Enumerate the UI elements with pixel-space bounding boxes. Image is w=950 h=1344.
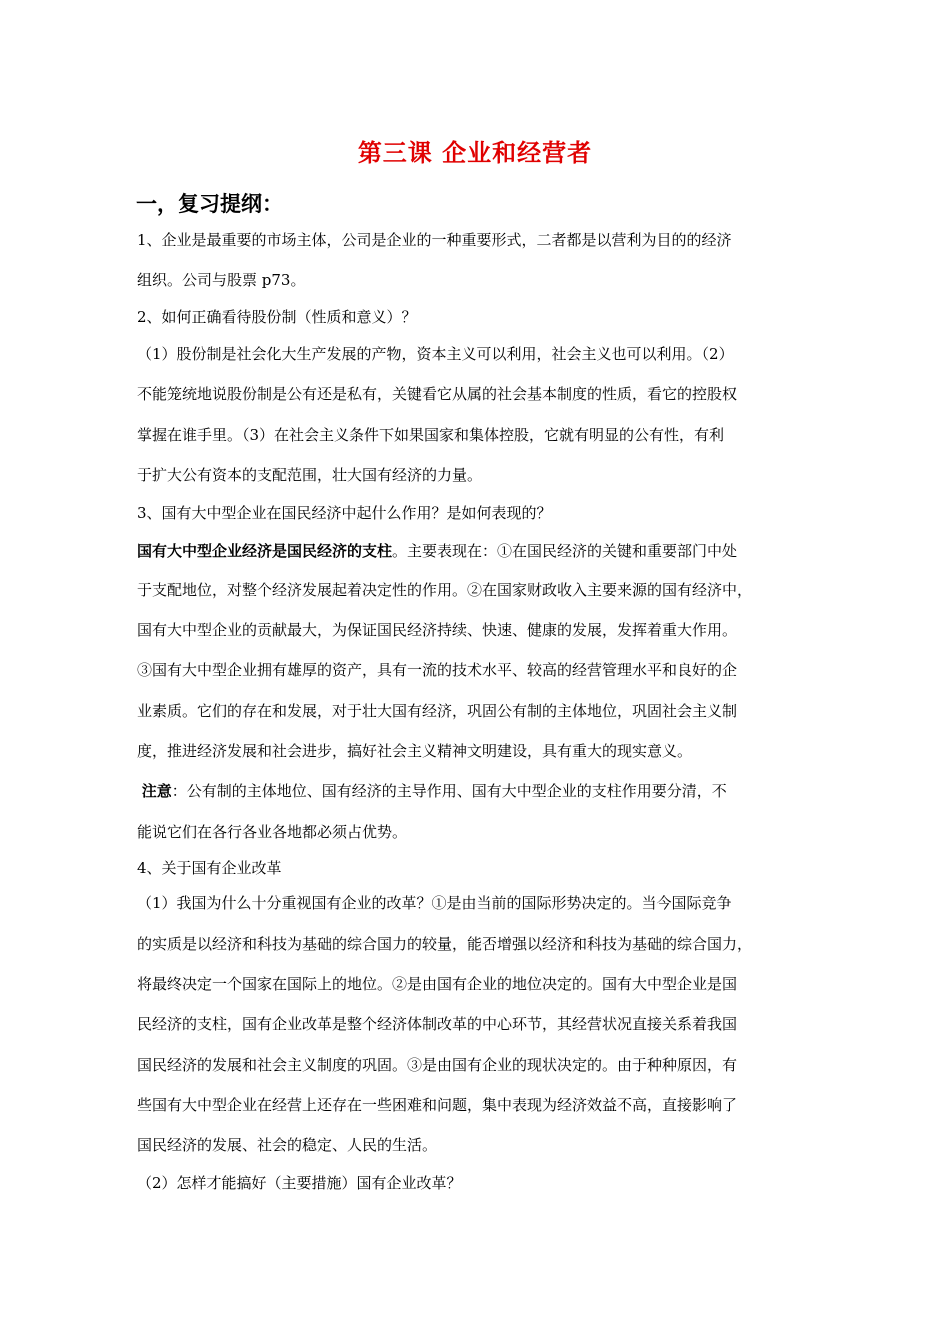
text-line (137, 580, 752, 600)
line-text: 将最终决定一个国家在国际上的地位。②是由国有企业的地位决定的。国有大中型企业是国 (137, 975, 738, 993)
text-line (137, 822, 407, 842)
text-line (137, 465, 482, 485)
text-line (137, 620, 737, 640)
text-line (137, 503, 552, 523)
line-text: ：公有制的主体地位、国有经济的主导作用、国有大中型企业的支柱作用要分清，不 (171, 782, 727, 800)
line-text: ③国有大中型企业拥有雄厚的资产，具有一流的技术水平、较高的经营管理水平和良好的企 (137, 661, 738, 679)
line-text: 4、关于国有企业改革 (137, 859, 282, 877)
text-line (137, 701, 737, 721)
line-text: 些国有大中型企业在经营上还存在一些困难和问题，集中表现为经济效益不高，直接影响了 (137, 1096, 738, 1114)
line-text: 度，推进经济发展和社会进步，搞好社会主义精神文明建设，具有重大的现实意义。 (137, 742, 693, 760)
line-text: 民经济的支柱，国有企业改革是整个经济体制改革的中心环节，其经营状况直接关系着我国 (137, 1015, 738, 1033)
line-text: 能说它们在各行各业各地都必须占优势。 (137, 823, 408, 841)
line-text: （1）我国为什么十分重视国有企业的改革？①是由当前的国际形势决定的。当今国际竞争 (137, 894, 732, 912)
line-text: 于扩大公有资本的支配范围，壮大国有经济的力量。 (137, 466, 483, 484)
line-text: 国民经济的发展、社会的稳定、人民的生活。 (137, 1136, 438, 1154)
text-line (137, 425, 724, 445)
text-line (137, 893, 732, 913)
text-line (137, 741, 692, 761)
line-text: 不能笼统地说股份制是公有还是私有，关键看它从属的社会基本制度的性质，看它的控股权 (137, 385, 738, 403)
text-line (137, 781, 727, 801)
line-text: 3、国有大中型企业在国民经济中起什么作用？是如何表现的？ (137, 504, 552, 522)
line-text: 2、如何正确看待股份制（性质和意义）？ (137, 308, 417, 326)
text-line (137, 344, 734, 364)
line-text: 组织。公司与股票 p73。 (137, 271, 306, 289)
text-line (137, 858, 282, 878)
text-line (137, 384, 737, 404)
text-line (137, 1135, 437, 1155)
text-line (137, 974, 737, 994)
line-text: 掌握在谁手里。（3）在社会主义条件下如果国家和集体控股，它就有明显的公有性，有利 (137, 426, 725, 444)
page-title: 第三课 企业和经营者 (357, 138, 593, 167)
line-text: （1）股份制是社会化大生产发展的产物，资本主义可以利用，社会主义也可以利用。（2） (137, 345, 734, 363)
text-line (137, 1055, 737, 1075)
line-text: （2）怎样才能搞好（主要措施）国有企业改革？ (137, 1174, 462, 1192)
bold-phrase: 注意 (141, 782, 172, 800)
text-line (137, 1014, 737, 1034)
text-line (137, 307, 417, 327)
line-text: 国民经济的发展和社会主义制度的巩固。③是由国有企业的现状决定的。由于种种原因，有 (137, 1056, 738, 1074)
line-text: 业素质。它们的存在和发展，对于壮大国有经济，巩固公有制的主体地位，巩固社会主义制 (137, 702, 738, 720)
line-text: 1、企业是最重要的市场主体，公司是企业的一种重要形式，二者都是以营利为目的的经济 (137, 231, 732, 249)
line-text: 于支配地位，对整个经济发展起着决定性的作用。②在国家财政收入主要来源的国有经济中， (137, 581, 753, 599)
section-heading: 一，复习提纲： (136, 191, 283, 216)
bold-phrase: 国有大中型企业经济是国民经济的支柱 (137, 542, 393, 560)
text-line (137, 270, 305, 290)
text-line (137, 541, 737, 561)
line-text: 。主要表现在：①在国民经济的关键和重要部门中处 (392, 542, 738, 560)
line-text: 的实质是以经济和科技为基础的综合国力的较量，能否增强以经济和科技为基础的综合国力， (137, 935, 753, 953)
text-line (137, 1173, 462, 1193)
line-text: 国有大中型企业的贡献最大，为保证国民经济持续、快速、健康的发展，发挥着重大作用。 (137, 621, 738, 639)
text-line (137, 230, 732, 250)
text-line (137, 660, 737, 680)
text-line (137, 934, 752, 954)
text-line (137, 1095, 737, 1115)
